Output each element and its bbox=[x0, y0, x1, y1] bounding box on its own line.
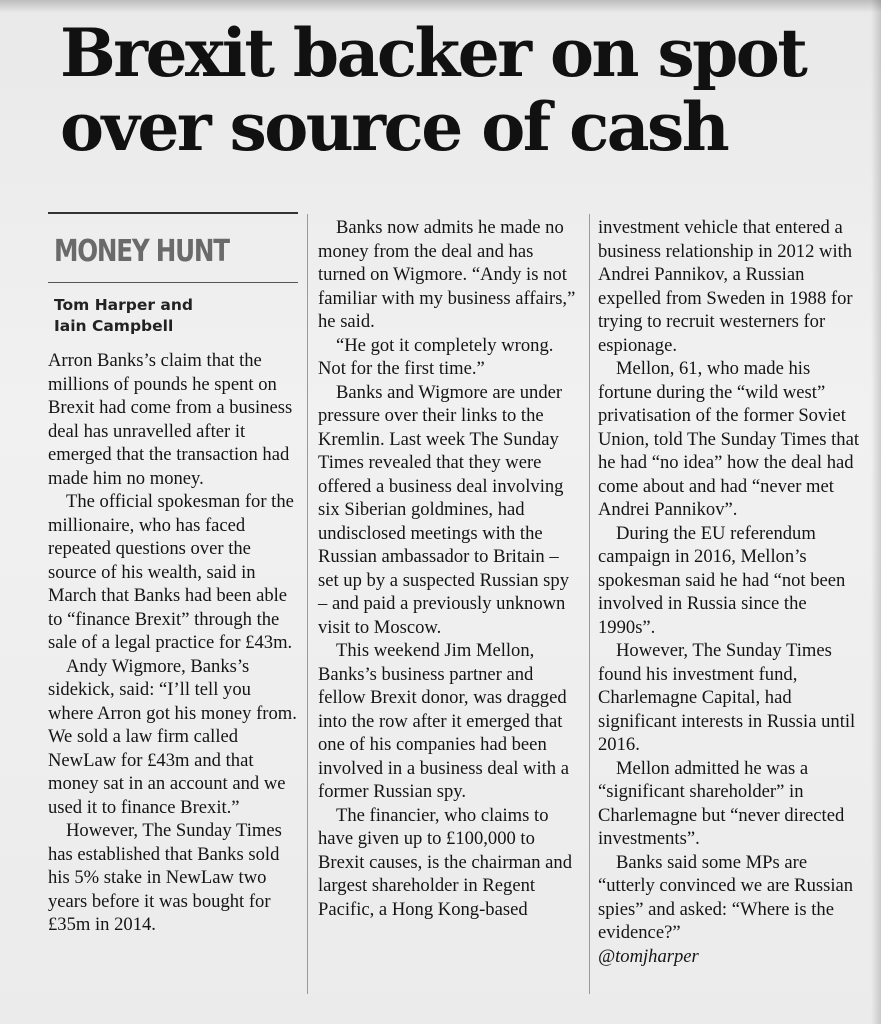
paragraph: The financier, who claims to have given up to £100,000 to Brexit causes, is the chairman and largest shareholder in Regent Pacific, a Hong Kong-based bbox=[318, 804, 573, 920]
paragraph: Andy Wigmore, Banks’s sidekick, said: “I’ll tell you where Arron got his money from. We sold a law firm called NewLaw for £43m and that money sat in an account and we used it to finance Brexit.” bbox=[48, 655, 297, 818]
article-column-3 bbox=[598, 216, 868, 968]
paragraph: Mellon admitted he was a “significant shareholder” in Charlemagne but “never directed investments”. bbox=[598, 757, 845, 849]
article-column-2 bbox=[318, 216, 580, 921]
paragraph: Arron Banks’s claim that the millions of pounds he spent on Brexit had come from a business deal has unravelled after it emerged that the transaction had made him no money. bbox=[48, 350, 293, 489]
headline-line-2: over source of cash bbox=[60, 88, 728, 166]
paragraph: Banks and Wigmore are under pressure over their links to the Kremlin. Last week The Sunday Times revealed that they were offered a business deal involving six Siberian goldmines, had undisclosed meetings with the Russian ambassador to Britain – set up by a suspected Russian spy – and paid a previously unknown visit to Moscow. bbox=[318, 381, 569, 638]
strap-bottom-rule bbox=[48, 282, 298, 283]
paragraph: investment vehicle that entered a business relationship in 2012 with Andrei Pannikov, a Russian expelled from Sweden in 1988 for trying to recruit westerners for espionage. bbox=[598, 217, 853, 356]
column-divider bbox=[307, 214, 308, 994]
column-divider bbox=[589, 214, 590, 994]
paragraph: The official spokesman for the millionaire, who has faced repeated questions over the source of his wealth, said in March that Banks had been able to “finance Brexit” through the sale of a legal practice for £43m. bbox=[48, 491, 294, 653]
byline-line-1: Tom Harper and bbox=[54, 296, 194, 314]
paragraph: However, The Sunday Times found his investment fund, Charlemagne Capital, had significant interests in Russia until 2016. bbox=[598, 640, 856, 755]
strap-label: MONEY HUNT bbox=[54, 234, 229, 269]
paragraph: However, The Sunday Times has established that Banks sold his 5% stake in NewLaw two years before it was bought for £35m in 2014. bbox=[48, 820, 282, 935]
article-column-1 bbox=[48, 212, 298, 937]
paragraph: Banks now admits he made no money from the deal and has turned on Wigmore. “Andy is not familiar with my business affairs,” he said. bbox=[318, 217, 576, 332]
headline bbox=[60, 16, 860, 164]
paragraph: This weekend Jim Mellon, Banks’s business partner and fellow Brexit donor, was dragged into the row after it emerged that one of his companies had been involved in a business deal with a former Russian spy. bbox=[318, 640, 569, 802]
paragraph: “He got it completely wrong. Not for the first time.” bbox=[318, 334, 554, 379]
paragraph: Banks said some MPs are “utterly convinced we are Russian spies” and asked: “Where is the evidence?” bbox=[598, 851, 854, 943]
twitter-handle[interactable]: @tomjharper bbox=[598, 945, 699, 967]
strap-top-rule bbox=[48, 212, 298, 214]
headline-line-1: Brexit backer on spot bbox=[60, 14, 806, 92]
paragraph: During the EU referendum campaign in 2016, Mellon’s spokesman said he had “not been involved in Russia since the 1990s”. bbox=[598, 522, 846, 638]
paragraph: Mellon, 61, who made his fortune during the “wild west” privatisation of the former Soviet Union, told The Sunday Times that he had “no idea” how the deal had come about and had “never met Andrei Pannikov”. bbox=[598, 358, 860, 520]
page-top-edge bbox=[0, 0, 881, 12]
byline-line-2: Iain Campbell bbox=[54, 317, 174, 335]
page-edge-shadow bbox=[871, 0, 881, 1024]
byline bbox=[54, 295, 298, 337]
